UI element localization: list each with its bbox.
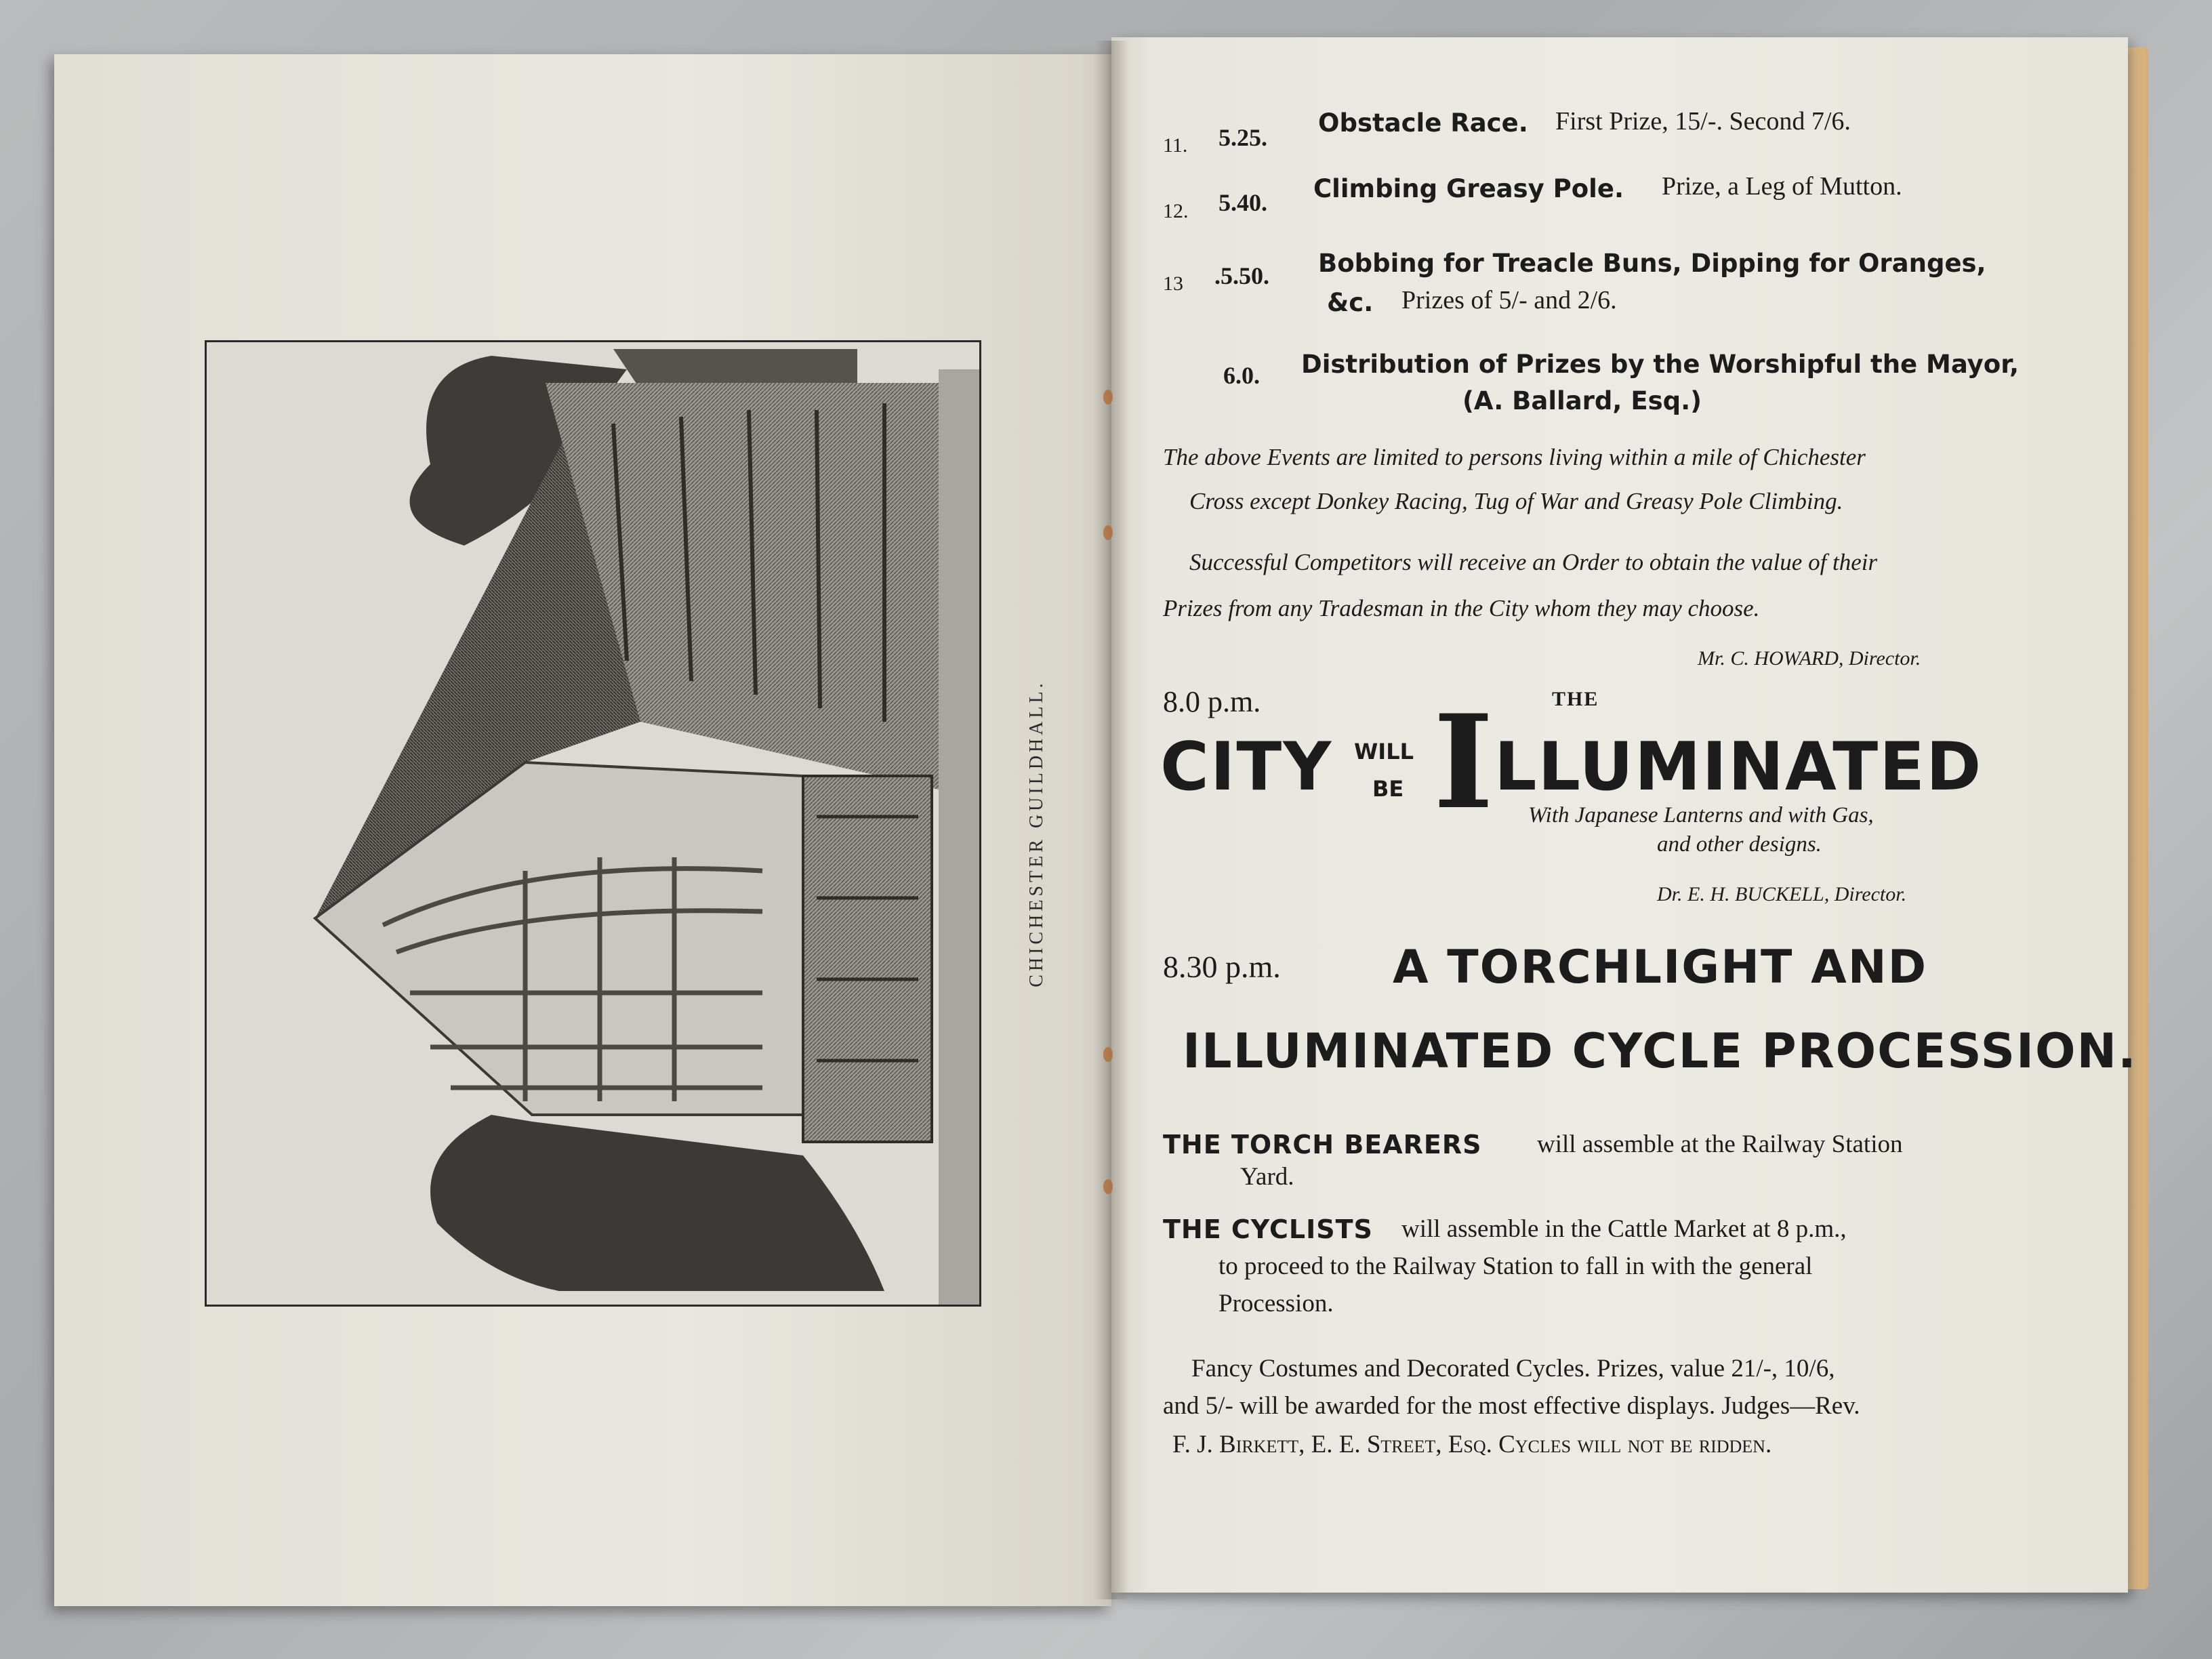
event-title-continued: (A. Ballard, Esq.)	[1462, 386, 1702, 415]
procession-title: A TORCHLIGHT AND	[1393, 941, 1928, 994]
torch-bearers-text: will assemble at the Railway Station	[1537, 1130, 1903, 1158]
binding-stitch	[1103, 1179, 1113, 1194]
event-title: Obstacle Race.	[1318, 108, 1528, 138]
costumes-text: F. J. Birkett, E. E. Street, Esq. Cycles will not be ridden.	[1172, 1431, 1772, 1458]
procession-time: 8.30 p.m.	[1163, 949, 1281, 984]
cyclists-text: Procession.	[1218, 1290, 1334, 1317]
event-time: 5.25.	[1218, 124, 1267, 151]
event-prize: First Prize, 15/-. Second 7/6.	[1555, 107, 1851, 136]
illumination-subtitle: and other designs.	[1657, 832, 1822, 857]
event-time: .5.50.	[1214, 262, 1269, 289]
event-prize: Prize, a Leg of Mutton.	[1662, 172, 1902, 201]
cyclists-text: will assemble in the Cattle Market at 8 p.m.,	[1401, 1215, 1847, 1243]
illumination-the: THE	[1552, 688, 1599, 710]
event-number: 13	[1163, 272, 1183, 295]
event-time: 5.40.	[1218, 189, 1267, 216]
illustration-caption: CHICHESTER GUILDHALL.	[1026, 680, 1047, 987]
event-number: 12.	[1163, 200, 1189, 222]
costumes-text: and 5/- will be awarded for the most effective displays. Judges—Rev.	[1163, 1392, 1860, 1420]
event-prize: Prizes of 5/- and 2/6.	[1401, 286, 1617, 314]
event-title: Distribution of Prizes by the Worshipful the Mayor,	[1301, 350, 2020, 379]
event-number: 11.	[1163, 134, 1188, 157]
event-title-continued: &c.	[1327, 288, 1374, 317]
costumes-text: Fancy Costumes and Decorated Cycles. Prizes, value 21/-, 10/6,	[1191, 1355, 1835, 1382]
illumination-city: CITY	[1160, 729, 1333, 806]
event-title: Bobbing for Treacle Buns, Dipping for Oranges,	[1318, 249, 1986, 278]
binding-stitch	[1103, 1047, 1113, 1062]
illumination-will: WILL	[1354, 739, 1414, 764]
page-edge	[2128, 47, 2148, 1589]
illumination-time: 8.0 p.m.	[1163, 685, 1261, 718]
competitors-note: Successful Competitors will receive an Order to obtain the value of their	[1189, 549, 1878, 575]
illumination-subtitle: With Japanese Lanterns and with Gas,	[1528, 803, 1874, 827]
torch-bearers-text: Yard.	[1240, 1163, 1294, 1191]
eligibility-note: Cross except Donkey Racing, Tug of War and Greasy Pole Climbing.	[1189, 488, 1843, 514]
event-title: Climbing Greasy Pole.	[1313, 174, 1624, 203]
binding-stitch	[1103, 525, 1113, 540]
procession-title: ILLUMINATED CYCLE PROCESSION.	[1183, 1023, 2137, 1079]
cyclists-text: to proceed to the Railway Station to fall in with the general	[1218, 1252, 1813, 1280]
director-credit: Dr. E. H. BUCKELL, Director.	[1657, 883, 1907, 905]
competitors-note: Prizes from any Tradesman in the City whom they may choose.	[1163, 595, 1760, 621]
torch-bearers-label: THE TORCH BEARERS	[1163, 1130, 1482, 1160]
illumination-initial: I	[1433, 687, 1494, 838]
director-credit: Mr. C. HOWARD, Director.	[1698, 647, 1921, 670]
event-time: 6.0.	[1223, 362, 1260, 389]
cyclists-label: THE CYCLISTS	[1163, 1214, 1373, 1244]
binding-stitch	[1103, 390, 1113, 405]
illumination-be: BE	[1372, 776, 1404, 802]
book-gutter	[1094, 41, 1128, 1599]
guildhall-illustration	[205, 340, 981, 1307]
illumination-title: LLUMINATED	[1494, 729, 1983, 806]
eligibility-note: The above Events are limited to persons living within a mile of Chichester	[1163, 444, 1866, 470]
